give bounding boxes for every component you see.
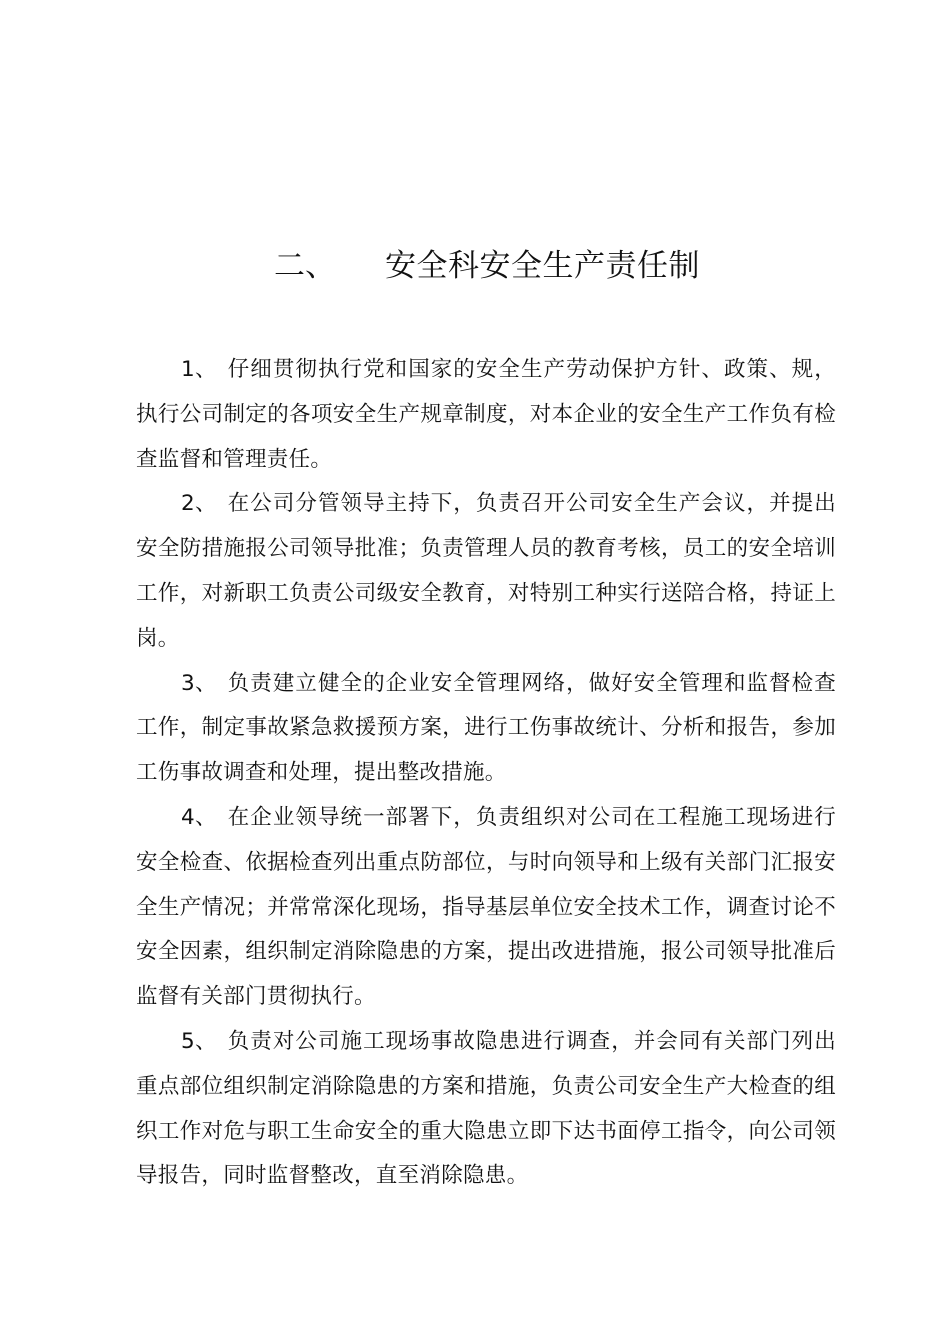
paragraph-text: 负责建立健全的企业安全管理网络，做好安全管理和监督检查工作，制定事故紧急救援预方案，进行工伤事故统计、分析和报告，参加工伤事故调查和处理，提出整改措施。 (136, 670, 836, 786)
paragraph-text: 在企业领导统一部署下，负责组织对公司在工程施工现场进行安全检查、依据检查列出重点防部位，与时向领导和上级有关部门汇报安全生产情况；并常常深化现场，指导基层单位安全技术工作，调查讨论不安全因素，组织制定消除隐患的方案，提出改进措施，报公司领导批准后监督有关部门贯彻执行。 (136, 804, 836, 1010)
section-number: 二、 (274, 248, 336, 284)
paragraph-number: 4、 (181, 804, 217, 830)
paragraph-number: 2、 (181, 491, 217, 517)
paragraph-number: 3、 (181, 670, 217, 696)
paragraph-text: 仔细贯彻执行党和国家的安全生产劳动保护方针、政策、规，执行公司制定的各项安全生产规章制度，对本企业的安全生产工作负有检查监督和管理责任。 (136, 357, 836, 472)
section-title: 安全科安全生产责任制 (385, 248, 700, 284)
paragraph-text: 在公司分管领导主持下，负责召开公司安全生产会议，并提出安全防措施报公司领导批准；负责管理人员的教育考核，员工的安全培训工作，对新职工负责公司级安全教育，对特别工种实行送陪合格，持证上岗。 (136, 491, 836, 651)
paragraph-number: 1、 (181, 357, 217, 382)
paragraph-3 (136, 662, 836, 796)
paragraph-1 (136, 348, 836, 482)
document-body (136, 348, 836, 1199)
paragraph-number: 5、 (181, 1028, 217, 1054)
paragraph-5 (136, 1020, 836, 1199)
section-heading (0, 242, 950, 290)
paragraph-4 (136, 796, 836, 1020)
paragraph-text: 负责对公司施工现场事故隐患进行调查，并会同有关部门列出重点部位组织制定消除隐患的方案和措施，负责公司安全生产大检查的组织工作对危与职工生命安全的重大隐患立即下达书面停工指令，向公司领导报告，同时监督整改，直至消除隐患。 (136, 1028, 836, 1189)
paragraph-2 (136, 482, 836, 661)
